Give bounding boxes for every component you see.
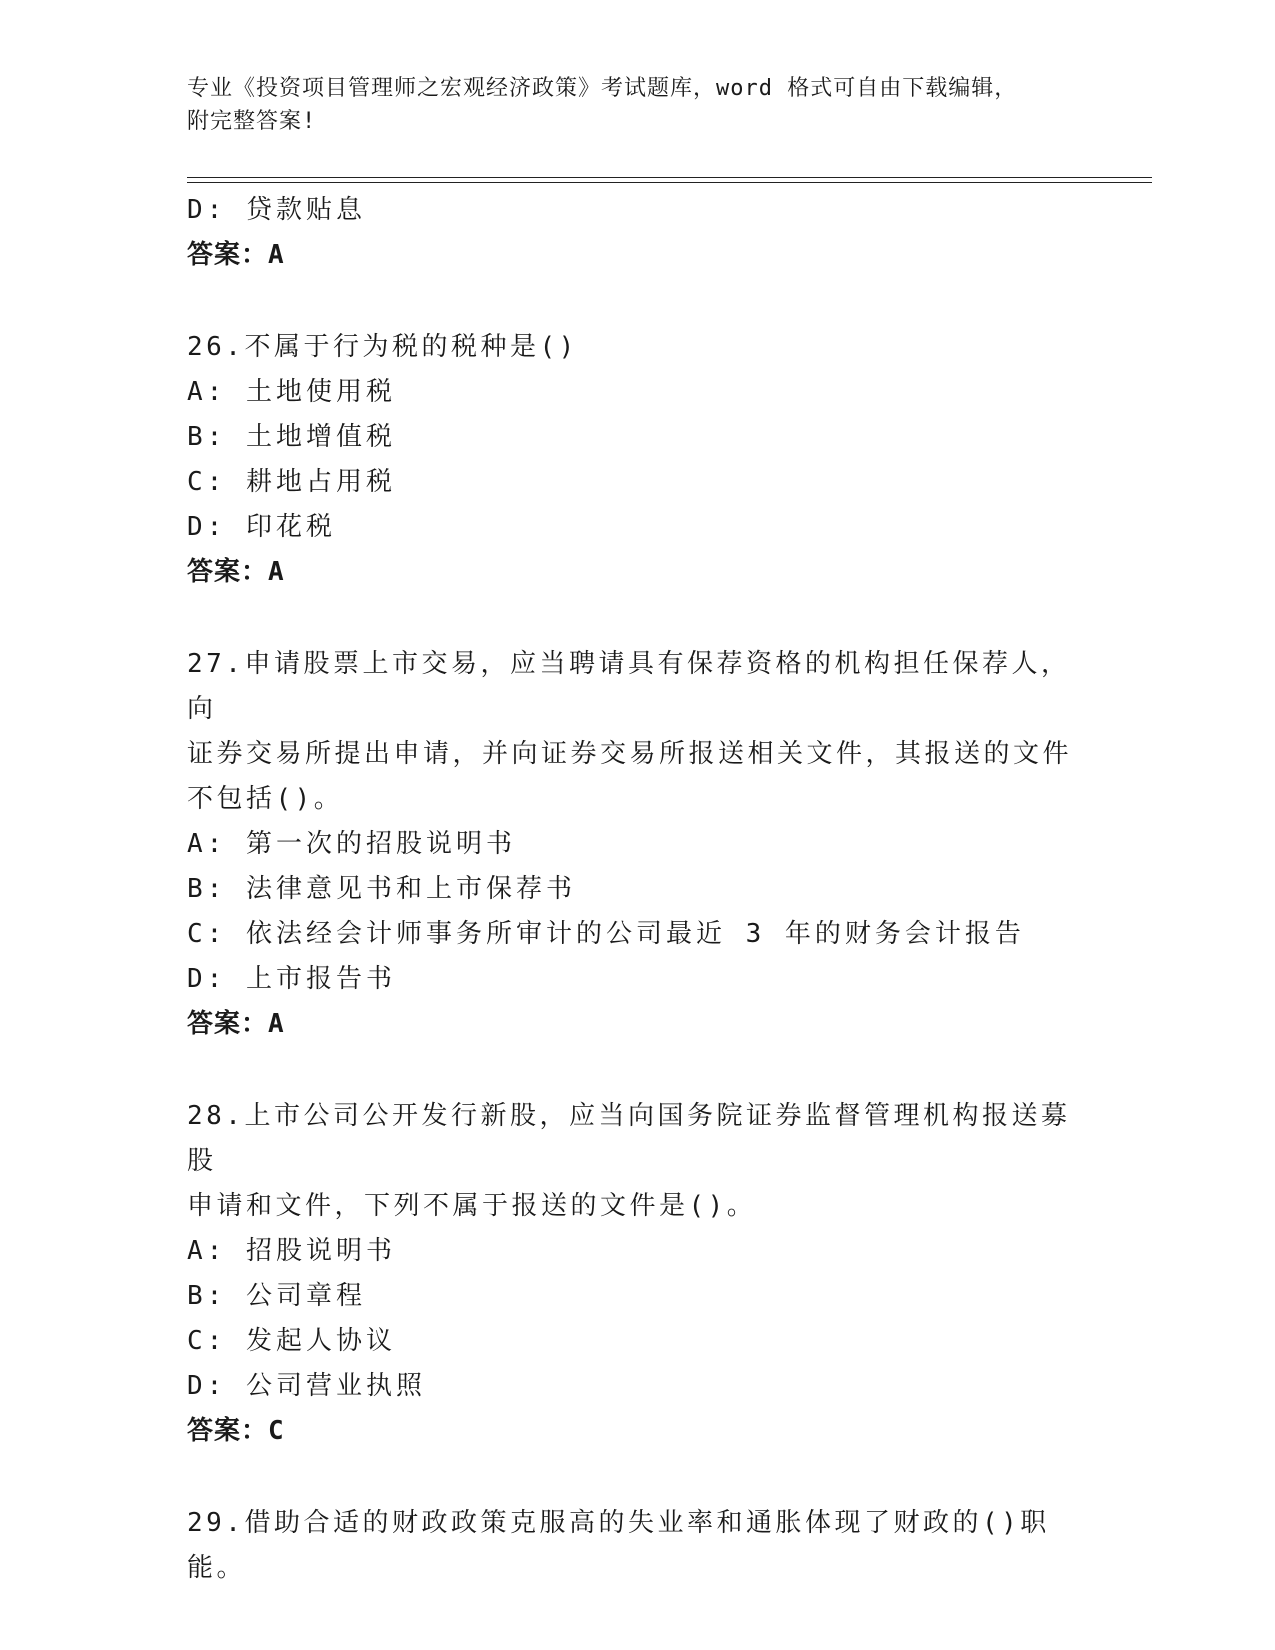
option-c: C: 耕地占用税 [187, 467, 396, 497]
question-28 [187, 1094, 1087, 1454]
question-27 [187, 642, 1087, 1047]
answer-line: 答案：A [187, 1009, 285, 1039]
question-text-line-1: 28.上市公司公开发行新股，应当向国务院证券监督管理机构报送募股 [187, 1101, 1071, 1176]
option-a: A: 土地使用税 [187, 377, 396, 407]
answer-line: 答案：A [187, 557, 285, 587]
header-line-2: 附完整答案! [187, 109, 317, 134]
question-text-line-2: 证券交易所提出申请，并向证券交易所报送相关文件，其报送的文件 [187, 739, 1073, 769]
option-d: D: 印花税 [187, 512, 336, 542]
option-c: C: 依法经会计师事务所审计的公司最近 3 年的财务会计报告 [187, 919, 1025, 949]
option-c: C: 发起人协议 [187, 1326, 396, 1356]
option-d: D: 上市报告书 [187, 964, 396, 994]
question-26 [187, 325, 1087, 595]
question-text-line-3: 不包括()。 [187, 784, 344, 814]
question-text-line-1: 27.申请股票上市交易，应当聘请具有保荐资格的机构担任保荐人，向 [187, 649, 1071, 724]
question-text: 29.借助合适的财政政策克服高的失业率和通胀体现了财政的()职能。 [187, 1508, 1050, 1583]
option-d: D: 公司营业执照 [187, 1371, 426, 1401]
answer-line: 答案：A [187, 240, 285, 270]
option-b: B: 土地增值税 [187, 422, 396, 452]
question-text: 26.不属于行为税的税种是() [187, 332, 578, 362]
option-b: B: 法律意见书和上市保荐书 [187, 874, 576, 904]
question-29 [187, 1501, 1087, 1591]
header-line-1: 专业《投资项目管理师之宏观经济政策》考试题库，word 格式可自由下载编辑， [187, 76, 1018, 101]
option-a: A: 第一次的招股说明书 [187, 829, 516, 859]
answer-line: 答案：C [187, 1416, 285, 1446]
option-a: A: 招股说明书 [187, 1236, 396, 1266]
header-divider-bottom [187, 182, 1152, 183]
question-list [187, 188, 1087, 1591]
option-d: D: 贷款贴息 [187, 195, 366, 225]
question-text-line-2: 申请和文件，下列不属于报送的文件是()。 [187, 1191, 757, 1221]
header-divider-top [187, 177, 1152, 178]
document-header [187, 72, 1067, 138]
option-b: B: 公司章程 [187, 1281, 366, 1311]
previous-question-tail [187, 188, 1087, 278]
